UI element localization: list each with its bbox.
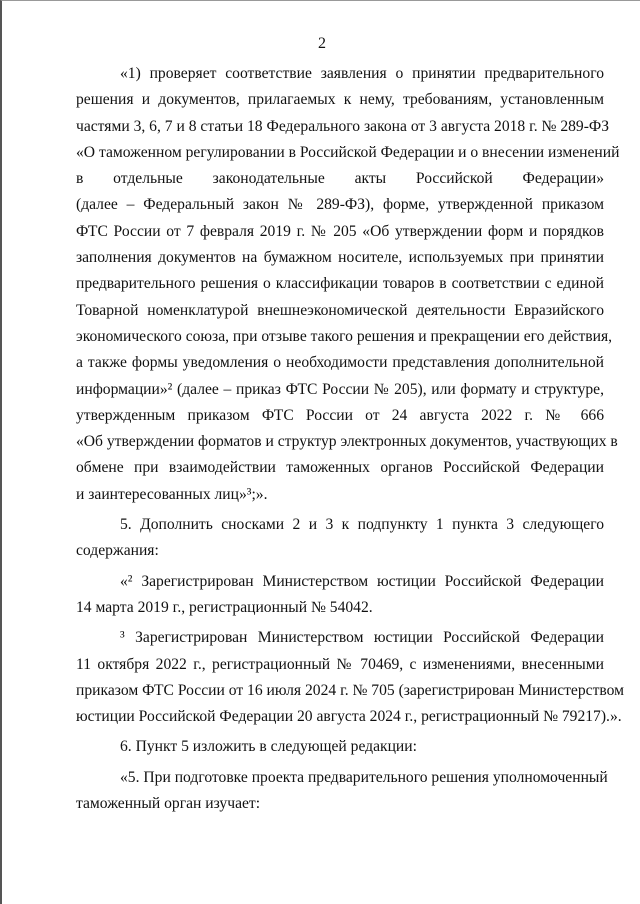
- text-line: 11 октября 2022 г., регистрационный № 70469, с изменениями, внесенными: [76, 655, 604, 673]
- text-line: утвержденным приказом ФТС России от 24 августа 2022 г. № 666: [76, 406, 604, 424]
- text-line: Товарной номенклатурой внешнеэкономической деятельности Евразийского: [76, 301, 604, 319]
- text-line: «5. При подготовке проекта предварительного решения уполномоченный: [120, 768, 608, 786]
- text-line: обмене при взаимодействии таможенных органов Российской Федерации: [76, 459, 604, 477]
- text-line: а также формы уведомления о необходимости представления дополнительной: [76, 354, 604, 372]
- text-line: 6. Пункт 5 изложить в следующей редакции:: [120, 738, 417, 756]
- paragraph: [76, 512, 604, 565]
- text-line: 5. Дополнить сносками 2 и 3 к подпункту 1 пункта 3 следующего: [120, 516, 604, 534]
- text-line: 14 марта 2019 г., регистрационный № 54042.: [76, 598, 373, 616]
- text-line: ³ Зарегистрирован Министерством юстиции Российской Федерации: [120, 629, 604, 647]
- text-line: в отдельные законодательные акты Российской Федерации»: [76, 170, 604, 188]
- text-line: заполнения документов на бумажном носителе, используемых при принятии: [76, 249, 604, 267]
- text-line: «1) проверяет соответствие заявления о принятии предварительного: [120, 65, 604, 82]
- paragraph: [76, 765, 608, 818]
- text-line: таможенный орган изучает:: [76, 795, 261, 813]
- text-line: информации»² (далее – приказ ФТС России № 205), или формату и структуре,: [76, 380, 604, 398]
- text-line: решения и документов, прилагаемых к нему, требованиям, установленным: [76, 91, 604, 109]
- text-line: предварительного решения о классификации товаров в соответствии с единой: [76, 275, 604, 293]
- text-line: содержания:: [76, 542, 159, 560]
- text-line: и заинтересованных лиц»³;».: [76, 485, 268, 503]
- paragraph: [76, 625, 625, 730]
- text-line: экономического союза, при отзыве такого решения и прекращении его действия,: [76, 327, 613, 345]
- document-body: [76, 61, 625, 817]
- paragraph: [76, 734, 604, 760]
- text-line: «Об утверждении форматов и структур электронных документов, участвующих в: [76, 433, 618, 451]
- text-line: «² Зарегистрирован Министерством юстиции Российской Федерации: [120, 572, 604, 590]
- page-number: 2: [318, 35, 326, 52]
- text-line: (далее – Федеральный закон № 289-ФЗ), форме, утвержденной приказом: [76, 196, 604, 214]
- text-line: частями 3, 6, 7 и 8 статьи 18 Федерального закона от 3 августа 2018 г. № 289-ФЗ: [76, 117, 610, 135]
- text-line: юстиции Российской Федерации 20 августа 2024 г., регистрационный № 79217).».: [76, 708, 622, 726]
- text-line: ФТС России от 7 февраля 2019 г. № 205 «Об утверждении форм и порядков: [76, 222, 604, 240]
- paragraph: [76, 61, 620, 508]
- text-line: «О таможенном регулировании в Российской Федерации и о внесении изменений: [76, 143, 620, 161]
- text-line: приказом ФТС России от 16 июля 2024 г. № 705 (зарегистрирован Министерством: [76, 681, 625, 699]
- paragraph: [76, 569, 604, 622]
